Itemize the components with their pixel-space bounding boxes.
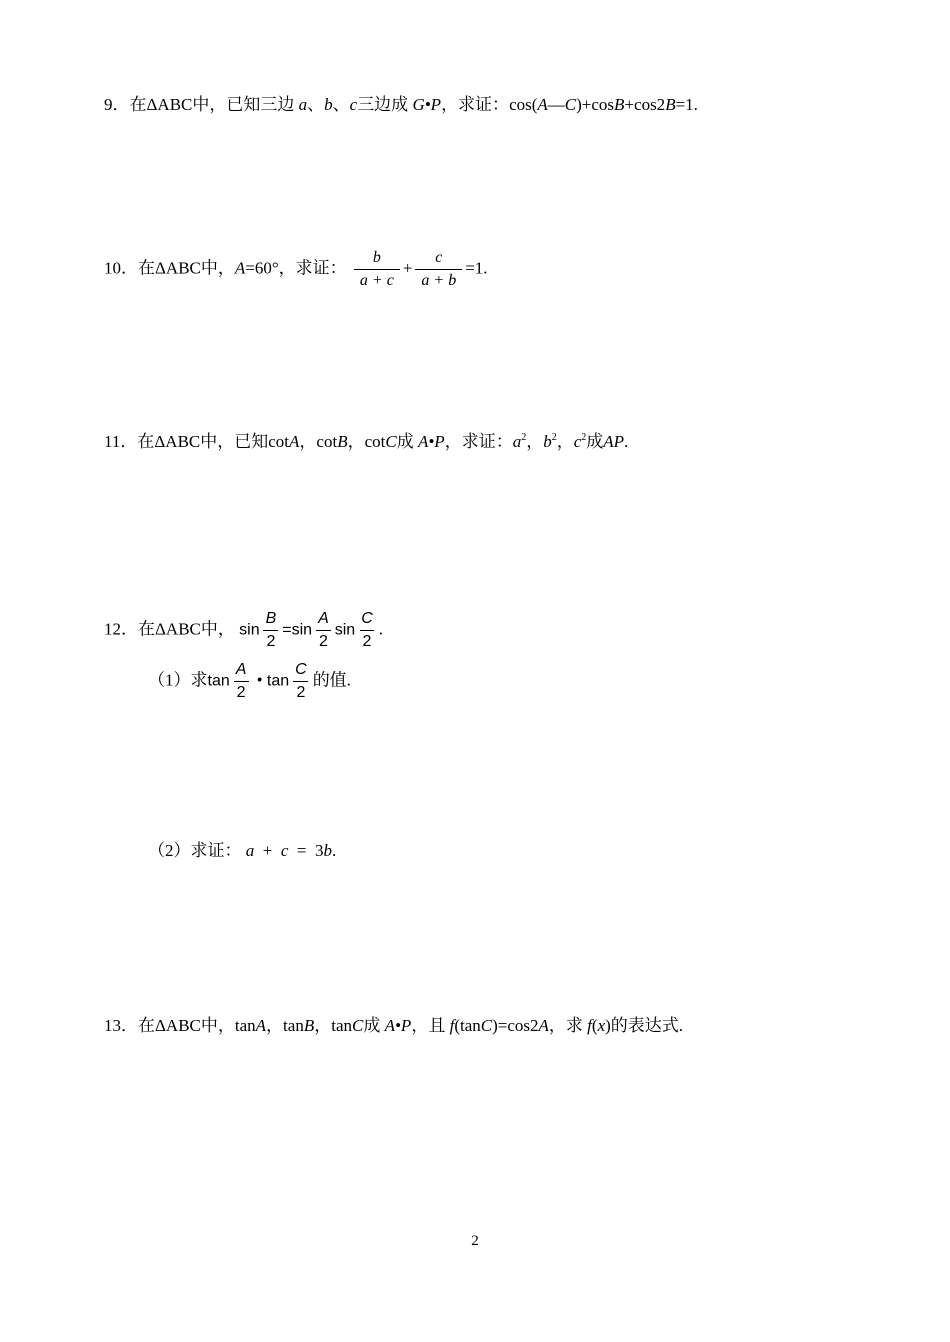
problem-number: 11． [104, 432, 138, 451]
problem-13: 13．在ΔABC中，tanA，tanB，tanC成 A•P，且 f(tanC)=cos2A，求 f(x)的表达式. [104, 1016, 684, 1035]
problem-9: 9．在ΔABC中，已知三边 a、b、c三边成 G•P，求证：cos(A—C)+cosB+cos2B=1. [104, 95, 698, 114]
page-number: 2 [471, 1233, 479, 1249]
problem-number: 13． [104, 1016, 138, 1035]
problem-12-part-1: （1）求tan $\frac{A}{2}$ • tan $\frac{C}{2}$ 的值. [148, 661, 351, 701]
problem-10: 10．在ΔABC中，A=60°，求证： $\frac{b}{a + c}$ + $\frac{c}{a + b}$ =1. [104, 249, 488, 289]
problem-12: 12．在ΔABC中， sin $\frac{B}{2}$ =sin $\frac{A}{2}$ sin $\frac{C}{2}$ . [104, 610, 383, 650]
problem-number: 12． [104, 619, 138, 639]
problem-11: 11．在ΔABC中，已知cotA，cotB，cotC成 A•P，求证：$a^2$，$b^2$，$c^2$成AP. [104, 432, 629, 451]
problem-number: 10． [104, 258, 138, 278]
fraction-A-over-2: $\frac{A}{2}$ [233, 662, 250, 701]
fraction-c-over-a-plus-b: $\frac{c}{a + b}$ [415, 250, 462, 289]
fraction-A-over-2: $\frac{A}{2}$ [315, 611, 332, 650]
problem-number: 9． [104, 95, 130, 114]
fraction-C-over-2: $\frac{C}{2}$ [361, 610, 373, 650]
problem-12-part-2: （2）求证： a + c = 3b. [148, 841, 337, 860]
fraction-B-over-2: $\frac{B}{2}$ [263, 611, 280, 650]
fraction-b-over-a-plus-c: $\frac{b}{a + c}$ [354, 250, 400, 289]
fraction-C-over-2: $\frac{C}{2}$ [295, 661, 307, 701]
